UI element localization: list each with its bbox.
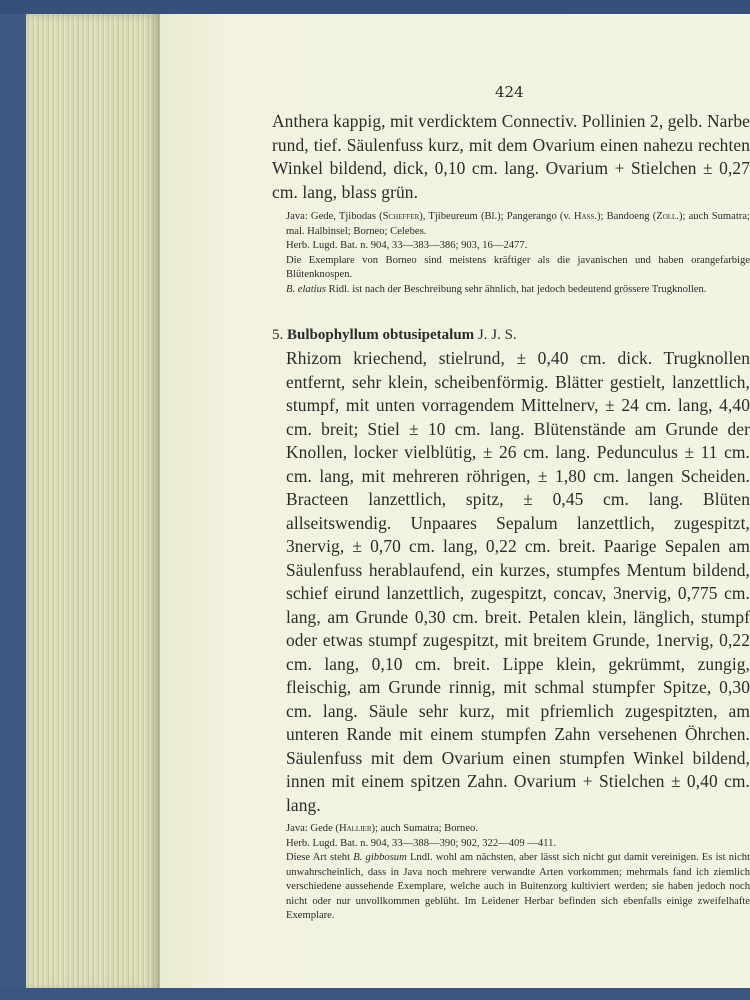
prev-species-distribution: Java: Gede, Tjibodas (Scheffer), Tjibeureum (Bl.); Pangerango (v. Hass.); Bandoeng (Zoll.); auch Sumatra; mal. Halbinsel; Borneo; Celebes. [286, 211, 750, 237]
prev-species-herbarium: Herb. Lugd. Bat. n. 904, 33—383—386; 903, 16—2477. [286, 240, 528, 251]
species-distribution: Java: Gede (Hallier); auch Sumatra; Borneo. [286, 823, 478, 834]
prev-species-elatius-note: B. elatius Ridl. ist nach der Beschreibung sehr ähnlich, hat jedoch bedeutend grössere Trugknollen. [286, 283, 707, 295]
prev-species-description: Anthera kappig, mit verdicktem Connectiv. Pollinien 2, gelb. Narbe rund, tief. Säulenfuss kurz, mit dem Ovarium einen nahezu rechten Winkel bildend, dick, 0,10 cm. lang. Ovarium + Stielchen ± 0,27 cm. lang, blass grün. [272, 111, 750, 202]
species-note: Diese Art steht B. gibbosum Lndl. wohl am nächsten, aber lässt sich nicht gut damit vereinigen. Es ist nicht unwahrscheinlich, dass in Java noch mehrere verwandte Arten vorkommen; mehrmals fand ich ziemlich verschiedene aussehende Exemplare, welche auch in Buitenzorg kultiviert werden; sie haben jedoch noch nicht oder nur unvollkommen geblüht. Im Leidener Herbar befinden sich ebenfalls einige zweifelhafte Exemplare. [286, 852, 750, 921]
species-herbarium: Herb. Lugd. Bat. n. 904, 33—388—390; 902, 322—409 —411. [286, 837, 557, 849]
book-cover-top [0, 0, 750, 14]
page-number: 424 [495, 83, 524, 101]
book-cover-bottom [0, 988, 750, 1000]
page-stack-edge [26, 14, 160, 990]
prev-species-note: Die Exemplare von Borneo sind meistens kräftiger als die javanischen und haben orangefarbige Blütenknospen. [286, 254, 750, 280]
page-content [272, 75, 750, 924]
species-description: Rhizom kriechend, stielrund, ± 0,40 cm. dick. Trugknollen entfernt, sehr klein, scheibenförmig. Blätter gestielt, lanzettlich, stumpf, mit unten vorragendem Mittelnerv, ± 24 cm. lang, 4,40 cm. breit; Stiel ± 10 cm. lang. Blütenstände am Grunde der Knollen, locker vielblütig, ± 26 cm. lang. Pedunculus ± 11 cm. cm. lang, mit mehreren röhrigen, ± 1,80 cm. langen Scheiden. Bracteen lanzettlich, spitz, ± 0,45 cm. lang. Blüten allseitswendig. Unpaares Sepalum lanzettlich, zugespitzt, 3nervig, ± 0,70 cm. lang, 0,22 cm. breit. Paarige Sepalen am Säulenfuss herablaufend, ein kurzes, stumpfes Mentum bildend, schief eirund lanzettlich, zugespitzt, concav, 3nervig, 0,775 cm. lang, am Grunde 0,30 cm. breit. Petalen klein, länglich, stumpf oder etwas stumpf zugespitzt, mit breitem Grunde, 1nervig, 0,22 cm. lang, 0,10 cm. breit. Lippe klein, gekrümmt, zungig, fleischig, am Grunde rinnig, mit schmal stumpfer Spitze, 0,30 cm. lang. Säule sehr kurz, mit pfriemlich zugespitzten, am unteren Rande mit einem stumpfen Zahn versehenen Öhrchen. Säulenfuss mit dem Ovarium einen stumpfen Winkel bildend, innen mit einem spitzen Zahn. Ovarium + Stielchen ± 0,40 cm. lang. [286, 348, 750, 815]
species-heading: 5. Bulbophyllum obtusipetalum J. J. S. [272, 327, 517, 343]
